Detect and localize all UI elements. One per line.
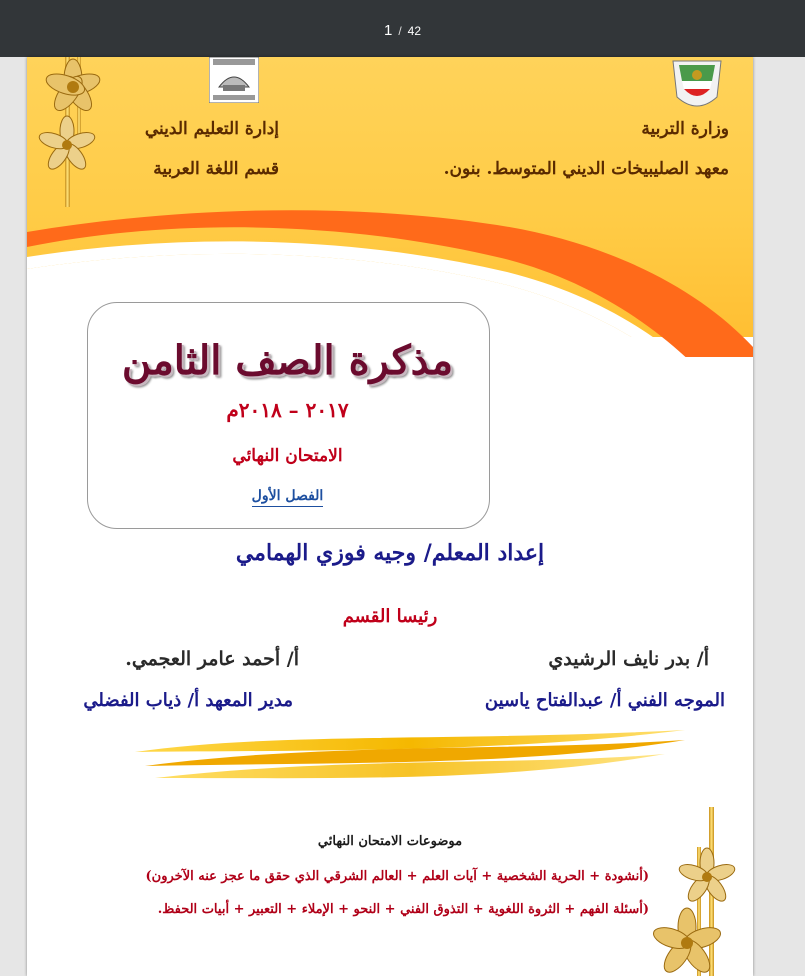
total-pages: 42 [407,24,422,38]
head-1-name: أ/ بدر نايف الرشيدي [548,648,709,670]
page-indicator [0,22,805,39]
academic-year: ٢٠١٧ – ٢٠١٨م [226,398,349,422]
exam-type: الامتحان النهائي [232,446,343,466]
supervisor-name: الموجه الفني أ/ عبدالفتاح ياسين [484,690,725,711]
page-separator: / [398,24,402,38]
topics-line-2: (أسئلة الفهم + الثروة اللغوية + التذوق الفني + النحو + الإملاء + التعبير + أبيات الحفظ. [157,902,649,917]
institute-name: معهد الصليبيخات الديني المتوسط. بنون. [443,159,729,179]
institute-logo-icon [209,57,259,103]
department-name: إدارة التعليم الديني [144,119,279,139]
current-page-number[interactable]: 1 [383,22,393,39]
flower-decoration-icon [677,847,737,907]
director-name: مدير المعهد أ/ ذياب الفضلي [83,690,293,711]
department-heads-label: رئيسا القسم [342,606,438,627]
section-name: قسم اللغة العربية [153,159,279,179]
topics-line-1: (أنشودة + الحرية الشخصية + آيات العلم + العالم الشرقي الذي حقق ما عجز عنه الآخرون) [145,869,649,884]
prepared-by: إعداد المعلم/ وجيه فوزي الهمامي [235,540,545,566]
term-label: الفصل الأول [252,488,324,507]
ministry-emblem-icon [663,57,731,115]
document-page [27,57,753,976]
head-2-name: أ/ أحمد عامر العجمي. [125,648,299,670]
ministry-name: وزارة التربية [641,119,729,139]
flower-decoration-icon [37,115,97,175]
pdf-toolbar [0,0,805,57]
flower-decoration-icon [33,57,113,117]
topics-heading: موضوعات الامتحان النهائي [317,834,463,849]
gold-wave-divider [125,722,695,802]
flower-decoration-icon [647,907,727,976]
cover-title: مذكرة الصف الثامن [121,337,454,384]
